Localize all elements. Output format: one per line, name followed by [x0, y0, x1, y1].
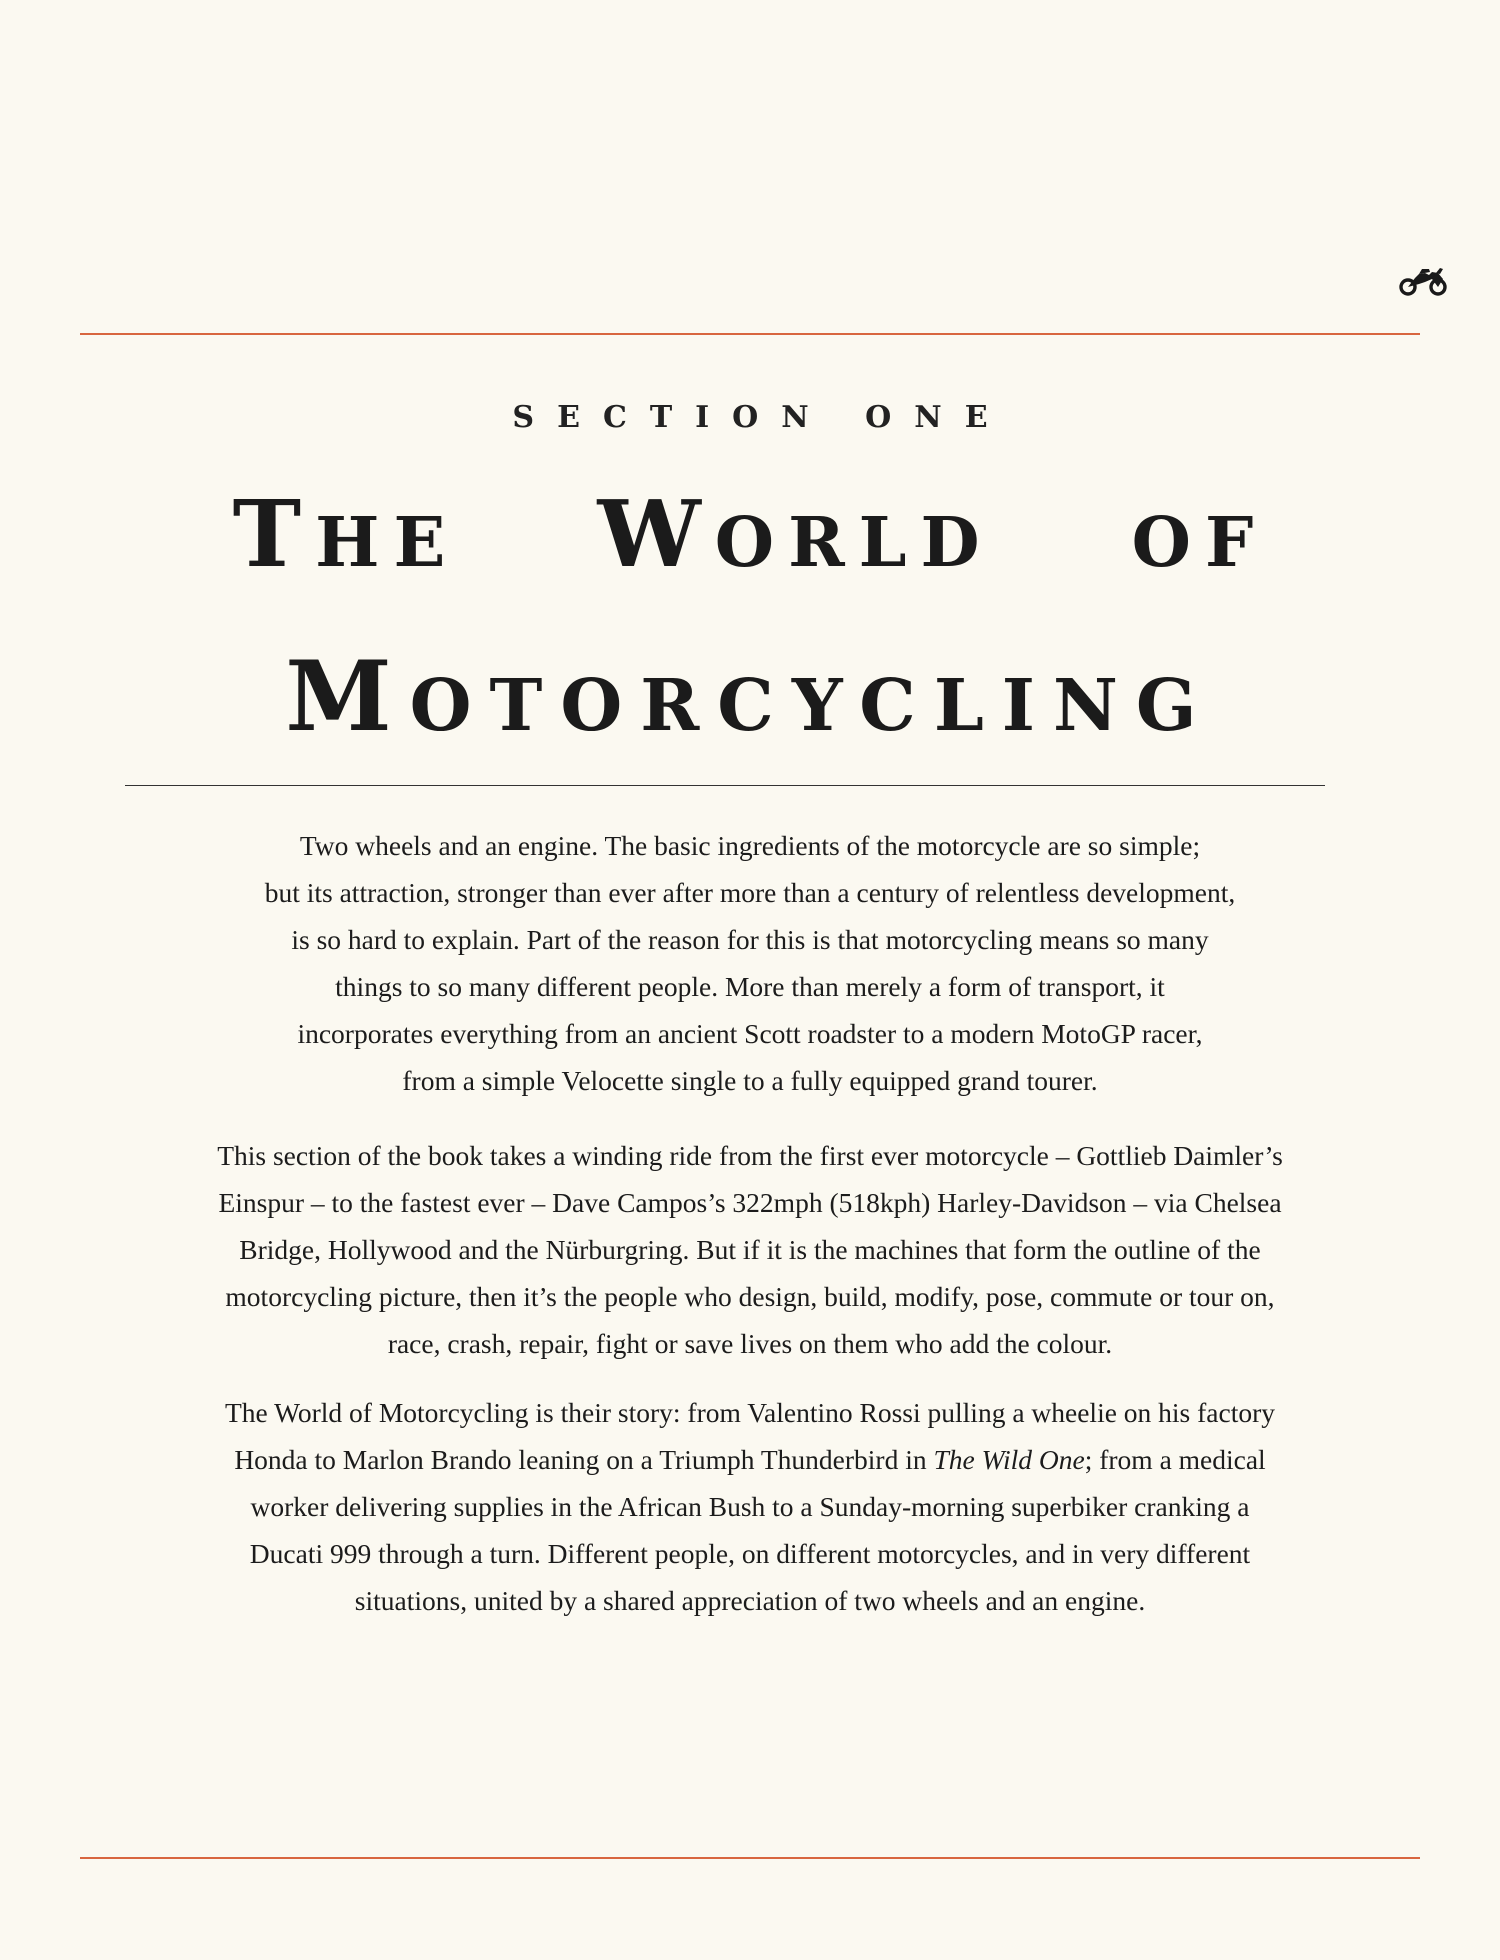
- section-label: SECTION ONE: [512, 400, 1011, 435]
- paragraph-line: The World of Motorcycling is their story: from Valentino Rossi pulling a wheelie on his factory: [225, 1397, 1275, 1428]
- film-title: The Wild One: [933, 1444, 1085, 1475]
- story-paragraph: [80, 1389, 1420, 1624]
- paragraph-line: but its attraction, stronger than ever after more than a century of relentless development,: [264, 877, 1236, 908]
- section-paragraph: [80, 1132, 1420, 1367]
- motorcycle-icon: [1399, 266, 1447, 296]
- top-divider: [80, 333, 1420, 335]
- paragraph-line: race, crash, repair, fight or save lives on them who add the colour.: [387, 1328, 1113, 1359]
- paragraph-line: Einspur – to the fastest ever – Dave Campos’s 322mph (518kph) Harley-Davidson – via Chelsea: [218, 1187, 1282, 1218]
- title-the: THE: [232, 480, 460, 588]
- paragraph-line: is so hard to explain. Part of the reason for this is that motorcycling means so many: [291, 924, 1209, 955]
- paragraph-line: Two wheels and an engine. The basic ingredients of the motorcycle are so simple;: [299, 830, 1201, 861]
- paragraph-line: situations, united by a shared appreciation of two wheels and an engine.: [354, 1585, 1146, 1616]
- title-of: OF: [1131, 503, 1268, 583]
- paragraph-line: incorporates everything from an ancient Scott roadster to a modern MotoGP racer,: [297, 1018, 1203, 1049]
- title-line-2: [0, 640, 1500, 753]
- title-motorcycling: MOTORCYCLING: [285, 640, 1215, 753]
- paragraph-line: things to so many different people. More than merely a form of transport, it: [335, 971, 1165, 1002]
- paragraph-line: worker delivering supplies in the African Bush to a Sunday-morning superbiker cranking a: [250, 1491, 1250, 1522]
- intro-paragraph: [80, 822, 1420, 1104]
- bottom-divider: [80, 1857, 1420, 1859]
- title-line-1: [0, 480, 1500, 588]
- title-underline: [125, 785, 1325, 786]
- paragraph-line: This section of the book takes a winding ride from the first ever motorcycle – Gottlieb Daimler’s: [217, 1140, 1283, 1171]
- paragraph-line: Honda to Marlon Brando leaning on a Triumph Thunderbird in The Wild One; from a medical: [234, 1444, 1266, 1475]
- paragraph-line: from a simple Velocette single to a fully equipped grand tourer.: [402, 1065, 1098, 1096]
- paragraph-line: Ducati 999 through a turn. Different people, on different motorcycles, and in very different: [249, 1538, 1251, 1569]
- paragraph-line: motorcycling picture, then it’s the people who design, build, modify, pose, commute or tour on,: [225, 1281, 1275, 1312]
- title-world: WORLD: [597, 480, 994, 588]
- paragraph-line: Bridge, Hollywood and the Nürburgring. But if it is the machines that form the outline of the: [239, 1234, 1261, 1265]
